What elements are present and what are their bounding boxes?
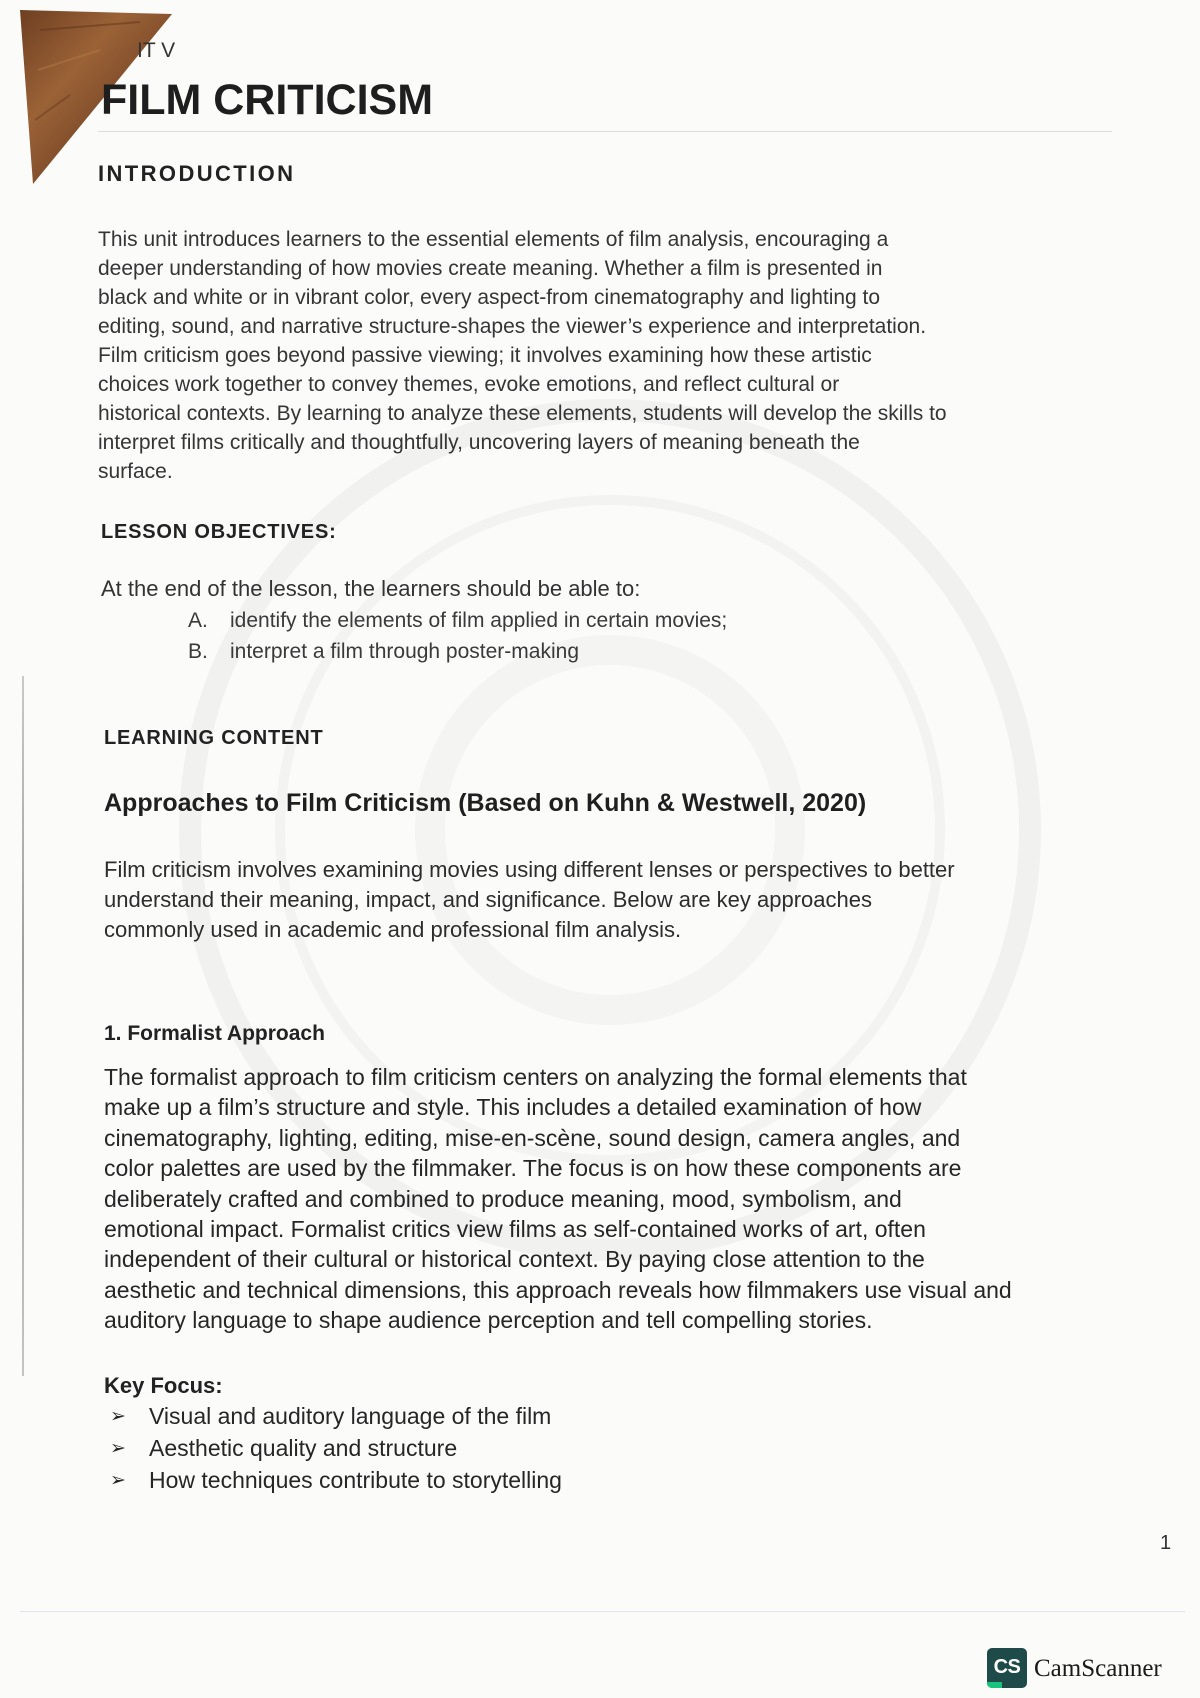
objective-text: interpret a film through poster-making xyxy=(230,640,579,663)
page-number: 1 xyxy=(1160,1532,1172,1554)
formalist-paragraph xyxy=(104,1062,1012,1336)
objective-marker: A. xyxy=(188,609,208,632)
formalist-line: The formalist approach to film criticism centers on analyzing the formal elements that xyxy=(104,1064,967,1090)
formalist-line: emotional impact. Formalist critics view films as self-contained works of art, often xyxy=(104,1216,926,1243)
key-focus-text: Visual and auditory language of the film xyxy=(149,1403,552,1429)
introduction-line: Film criticism goes beyond passive viewing; it involves examining how these artistic xyxy=(98,344,872,367)
formalist-line: deliberately crafted and combined to produce meaning, mood, symbolism, and xyxy=(104,1185,902,1212)
page-title: FILM CRITICISM xyxy=(101,76,434,124)
approaches-paragraph xyxy=(104,855,955,945)
objective-text: identify the elements of film applied in certain movies; xyxy=(230,609,728,632)
unit-label: IT V xyxy=(137,39,176,62)
approaches-line: commonly used in academic and professional film analysis. xyxy=(104,917,682,942)
approaches-heading: Approaches to Film Criticism (Based on Kuhn & Westwell, 2020) xyxy=(104,789,867,817)
introduction-paragraph xyxy=(98,225,947,486)
formalist-line: independent of their cultural or historical context. By paying close attention to the xyxy=(104,1246,925,1273)
approaches-line: understand their meaning, impact, and significance. Below are key approaches xyxy=(104,887,873,912)
camscanner-label: CamScanner xyxy=(1034,1655,1162,1682)
introduction-line: interpret films critically and thoughtfully, uncovering layers of meaning beneath the xyxy=(98,431,860,454)
formalist-line: make up a film’s structure and style. This includes a detailed examination of how xyxy=(104,1094,922,1121)
key-focus-text: Aesthetic quality and structure xyxy=(149,1435,458,1461)
introduction-line: black and white or in vibrant color, every aspect-from cinematography and lighting to xyxy=(98,286,881,309)
introduction-line: editing, sound, and narrative structure-shapes the viewer’s experience and interpretation. xyxy=(98,315,927,338)
camscanner-icon-text: CS xyxy=(993,1656,1021,1678)
key-focus-heading: Key Focus: xyxy=(104,1373,223,1398)
camscanner-icon-accent xyxy=(987,1682,1002,1688)
camscanner-watermark xyxy=(987,1648,1177,1690)
introduction-line: This unit introduces learners to the essential elements of film analysis, encouraging a xyxy=(98,228,889,251)
title-divider xyxy=(98,131,1112,132)
introduction-heading: INTRODUCTION xyxy=(98,161,296,186)
camscanner-logo-icon xyxy=(987,1648,1027,1688)
lesson-objectives-heading: LESSON OBJECTIVES: xyxy=(101,521,337,543)
formalist-line: aesthetic and technical dimensions, this approach reveals how filmmakers use visual and xyxy=(104,1276,1012,1303)
objectives-lead-text: At the end of the lesson, the learners should be able to: xyxy=(101,576,641,601)
introduction-line: surface. xyxy=(98,460,173,483)
page-bottom-divider xyxy=(20,1611,1185,1612)
arrowhead-bullet-icon: ➢ xyxy=(110,1469,126,1491)
introduction-line: deeper understanding of how movies create meaning. Whether a film is presented in xyxy=(98,257,883,280)
arrowhead-bullet-icon: ➢ xyxy=(110,1437,126,1459)
key-focus-text: How techniques contribute to storytelling xyxy=(149,1467,562,1493)
page-edge-shadow xyxy=(22,676,24,1376)
formalist-approach-heading: 1. Formalist Approach xyxy=(104,1022,325,1045)
arrowhead-bullet-icon: ➢ xyxy=(110,1405,126,1427)
formalist-line: color palettes are used by the filmmaker. The focus is on how these components are xyxy=(104,1155,962,1182)
formalist-line: auditory language to shape audience perception and tell compelling stories. xyxy=(104,1307,873,1334)
learning-content-heading: LEARNING CONTENT xyxy=(104,727,324,749)
approaches-line: Film criticism involves examining movies using different lenses or perspectives to better xyxy=(104,857,955,882)
introduction-line: historical contexts. By learning to analyze these elements, students will develop the skills to xyxy=(98,402,947,425)
formalist-line: cinematography, lighting, editing, mise-en-scène, sound design, camera angles, and xyxy=(104,1124,961,1151)
objective-marker: B. xyxy=(188,640,208,663)
introduction-line: choices work together to convey themes, evoke emotions, and reflect cultural or xyxy=(98,373,840,396)
